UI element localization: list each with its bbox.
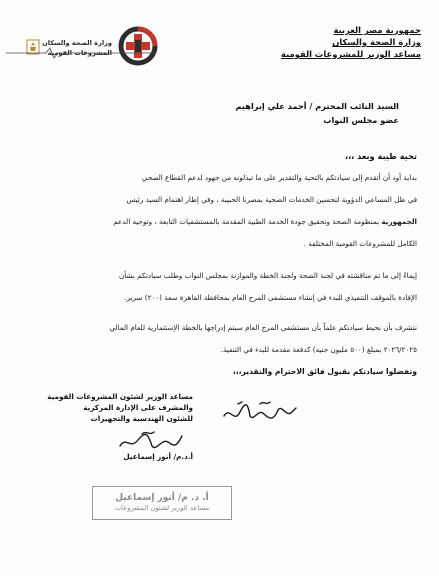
letterhead-ministry: وزارة الصحة والسكان (332, 37, 421, 47)
stamp-line2: مساعد الوزير لشئون المشروعات (114, 504, 210, 512)
letterhead-office: مساعد الوزير للمشروعات القومية (281, 49, 421, 59)
signature-name: أ.د.م/ أنور إسماعيل (123, 452, 193, 461)
signature-title-line1: مساعد الوزير لشئون المشروعات القومية (47, 392, 193, 401)
body-p2-line1: إيماءً إلى ما تم مناقشته في لجنة الصحة ولجنة الخطة والموازنة بمجلس النواب وطلب سيادتكم بشأن (118, 271, 417, 280)
stamp-line1: أ. د. م/ أنور إسماعيل (115, 493, 209, 503)
letterhead-country: جمهورية مصر العربية (333, 25, 421, 35)
body-p2-line2: الإفادة بالموقف التنفيذي للبدء في إنشاء مستشفى المرج العام بمحافظة القاهرة سعة (٢٠٠) سرير. (124, 293, 417, 302)
letterhead-right (251, 24, 421, 60)
official-stamp (92, 486, 232, 520)
signature-title-line3: للشئون الهندسية والتجهيزات (90, 414, 193, 423)
signature-scribble (220, 398, 300, 428)
logo-caption-line2: المشروعات القومية (47, 49, 112, 57)
body-p1-line1: بداية أود أن أتقدم إلى سيادتكم بالتحية والتقدير على ما تبذلونه من جهود لدعم القطاع الصحي (141, 173, 417, 182)
closing-line: وتفضلوا سيادتكم بقبول فائق الاحترام والتقدير،،، (232, 367, 417, 376)
body-p3-line2: ٢٠٢٦/٢٠٢٥ بمبلغ (٥٠٠ مليون جنيه) كدفعة مقدمة للبدء في التنفيذ. (220, 345, 417, 354)
body-p1-line3-rest: بمنظومة الصحة وتحقيق جودة الخدمة الطبية المقدمة بالمستشفيات التابعة ، وتوجيه الدعم (113, 217, 380, 226)
body-p3-line1: نتشرف بأن نحيط سيادتكم علماً بأن مستشفى المرج العام سيتم إدراجها بالخطة الإستثمارية للعام المالي (109, 323, 417, 332)
addressee-line1: السيد النائب المحترم / أحمد علي إبراهيم (235, 101, 399, 111)
header-divider (6, 46, 156, 60)
logo-caption-line1: وزارة الصحة والسكان (42, 39, 112, 47)
signature-title-line2: والمشرف على الإدارة المركزية (83, 403, 193, 412)
body-p1-line3 (113, 216, 417, 227)
body-p1-bold-word: الجمهورية (381, 217, 417, 226)
body-p1-line4: الكامل للمشروعات القومية المختلفة . (303, 239, 417, 248)
body-p1-line2: في ظل المساعي الدؤوبة لتحسين الخدمات الصحية بمصرنا الحبيبة ، وفي إطار اهتمام السيد رئيس (126, 195, 417, 204)
greeting: تحية طيبة وبعد ،،، (344, 151, 417, 161)
addressee-line2: عضو مجلس النواب (323, 115, 399, 125)
signature-scribble-2 (116, 426, 186, 456)
